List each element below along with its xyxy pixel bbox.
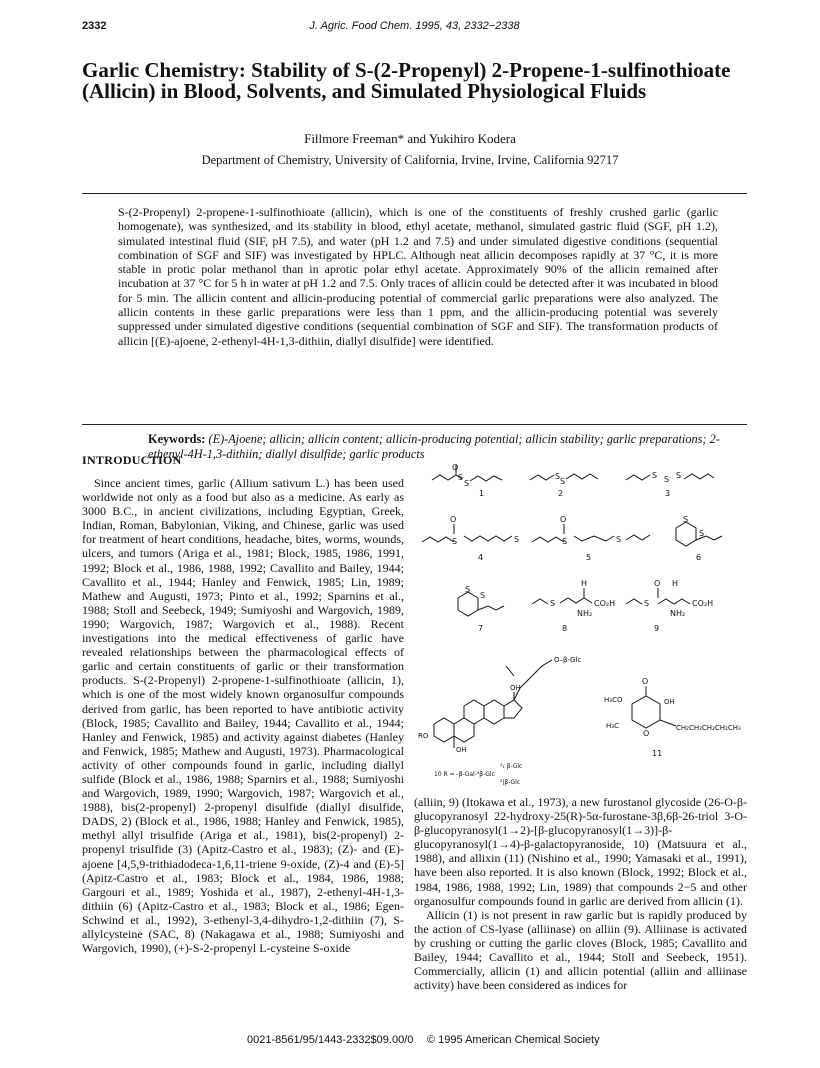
compound-label-3: 3 (665, 489, 671, 498)
structure-3-chain (684, 474, 714, 479)
atom-s-6b: S (699, 529, 705, 538)
atom-glc-2: ²|β-Glc (500, 779, 521, 786)
article-code: 0021-8561/95/1443-2332$09.00/0 (247, 1034, 414, 1046)
atom-s-4a: S (452, 537, 458, 546)
atom-s-5a: S (562, 537, 568, 546)
chemical-structures-figure (414, 456, 747, 786)
intro-paragraph-3: Allicin (1) is not present in raw garlic but is rapidly produced by the action of CS-lyase (alliinase) on alliin (9). Alliinase is activated by crushing or cutting the garlic cloves (Block, 1985; Cavallito and Bailey, 1944; Cavallito et al., 1944; Stoll and Seebeck, 1951). Commercially, allicin (1) and allicin potential (alliin and alliinase activity) have been considered as indices for (414, 907, 747, 993)
journal-citation: J. Agric. Food Chem. 1995, 43, 2332−2338 (309, 20, 520, 32)
compound-label-5: 5 (586, 553, 592, 562)
compound-label-9: 9 (654, 624, 660, 633)
structure-10-side-chain (514, 660, 552, 700)
atom-s-3a: S (652, 471, 658, 480)
atom-s-2b: S (560, 477, 566, 486)
structure-5-end (626, 535, 650, 540)
structure-5 (532, 537, 564, 542)
compound-label-8: 8 (562, 624, 568, 633)
structure-10-ring-e (504, 700, 522, 718)
atom-o-11a: O (642, 677, 649, 686)
structure-10-ring-a (434, 718, 454, 742)
section-heading-introduction: INTRODUCTION (82, 453, 182, 467)
atom-o-1: O (452, 463, 459, 472)
atom-oh-10b: OH (456, 746, 467, 754)
structure-2 (530, 475, 554, 480)
authors: Fillmore Freeman* and Yukihiro Kodera (304, 131, 516, 146)
atom-s-7b: S (480, 591, 486, 600)
atom-s-4b: S (514, 535, 520, 544)
structure-4-chain (464, 536, 512, 541)
compound-label-7: 7 (478, 624, 484, 633)
atom-glc-3: ³₁ β-Glc (500, 763, 523, 770)
structure-1-chain (470, 476, 502, 481)
structure-5-chain (574, 536, 614, 541)
compound-label-4: 4 (478, 553, 484, 562)
page-number: 2332 (82, 20, 107, 32)
atom-s-7a: S (465, 585, 471, 594)
atom-h-9: H (672, 579, 679, 588)
structure-8 (532, 599, 548, 604)
intro-paragraph-2: (alliin, 9) (Itokawa et al., 1973), a new furostanol glycoside (26-O-β-glucopyranosyl 22-hydroxy-25(R)-5α-furostane-3β,6β-26-triol 3-O-β-glucopyranosyl(1→2)-[β-glucopyranosyl(1→3)]-β-glucopyranosyl(1→4)-β-galactopyranoside, 10) (Matsuura et al., 1988), and allixin (11) (Nishino et al., 1990; Yamasaki et al., 1991), have been also reported. It is also known (Block, 1992; Block et al., 1984, 1986, 1988, 1992; Lin, 1989) that compounds 2−5 and other organosulfur compounds found in garlic are derived from allicin (1). (414, 795, 747, 908)
keywords-label: Keywords: (148, 432, 206, 446)
divider-top (82, 193, 747, 194)
structure-10-methyl (506, 666, 514, 676)
atom-s-5b: S (616, 535, 622, 544)
structure-8-chain (560, 598, 592, 603)
atom-s-2a: S (555, 472, 561, 481)
intro-left-column (82, 476, 404, 955)
compound-label-2: 2 (558, 489, 564, 498)
compound-label-1: 1 (479, 489, 485, 498)
r-definition-10: 10 R = -β-Gal-⁴β-Glc (434, 771, 495, 778)
intro-paragraph-1: Since ancient times, garlic (Allium sativum L.) has been used worldwide not only as a food but also as a medicine. As early as 3000 B.C., in ancient civilizations, including Egyptian, Greek, Indian, Roman, Babylonian, Viking, and Chinese, garlic was used for treatment of heart conditions, headache, bites, worms, wounds, ulcers, and tumors (Ariga et al., 1981; Block, 1985, 1986, 1991, 1992; Block et al., 1986, 1988, 1992; Cavallito and Bailey, 1944; Cavallito et al., 1944; Hanley and Fenwick, 1985; Lin, 1989; Mathew and Augusti, 1973; Pinto et al., 1992; Sparnins et al., 1988; Stoll and Seebeck, 1949; Sumiyoshi and Wargovich, 1989, 1990; Wargovich, 1987; Wargovich et al., 1988). Recent investigations into the medical effectiveness of garlic have revealed relationships between the pharmacological effects of garlic and certain constituents of garlic or their transformation products. S-(2-Propenyl) 2-propene-1-sulfinothioate (allicin, 1), which is one of the most widely known organosulfur compounds derived from garlic, has been reported to have antibiotic activity (Block, 1985; Cavallito and Bailey, 1944; Cavallito et al., 1944; Hanley and Fenwick, 1985) and activity against diabetes (Hanley and Fenwick, 1985; Mathew and Augusti, 1973). Pharmacological activity of other compounds found in garlic, including diallyl sulfide (Block et al., 1986, 1988; Sparnirs et al., 1988; Sumiyoshi and Wargovich, 1989, 1990; Wargovich, 1987; Wargovich et al., 1988), bis(2-propenyl) 2-propenyl disulfide (diallyl disulfide, DADS, 2) (Block et al., 1986, 1988; Hanley and Fenwick, 1985), methyl allyl trisulfide (Ariga et al., 1981), bis(2-propenyl) 2-propenyl trisulfide (3) (Apitz-Castro et al., 1983); (Z)- and (E)-ajoene [4,5,9-trithiadodeca-1,6,11-triene 9-oxide, (Z)-4 and (E)-5] (Apitz-Castro et al., 1983; Block et al., 1984, 1986, 1988; Gargouri et al., 1989; Yoshida et al., 1987), 2-ethenyl-4H-1,3-dithiin (6) (Apitz-Castro et al., 1983; Block et al., 1986; Egen-Schwind et al., 1992), 3-ethenyl-3,4-dihydro-1,2-dithiin (7), S-allylcysteine (SAC, 8) (Nakagawa et al., 1988; Sumiyoshi and Wargovich, 1990), (+)-S-2-propenyl L-cysteine S-oxide (82, 476, 404, 956)
atom-o-4: O (450, 515, 457, 524)
copyright: © 1995 American Chemical Society (427, 1034, 600, 1046)
atom-s-6a: S (683, 515, 689, 524)
atom-h-8: H (581, 579, 588, 588)
atom-s-8: S (550, 599, 556, 608)
structure-3 (626, 475, 650, 480)
atom-oh-11: OH (664, 698, 675, 706)
atom-s-1a: S (458, 473, 464, 482)
structure-2-chain (566, 474, 598, 479)
keywords-text: (E)-Ajoene; allicin; allicin content; allicin-producing potential; allicin stability; garlic preparations; 2-ethenyl-4H-1,3-dithiin; diallyl disulfide; garlic products (148, 432, 720, 461)
structure-11-chain-bond (660, 720, 676, 726)
abstract: S-(2-Propenyl) 2-propene-1-sulfinothioate (allicin), which is one of the constituents of freshly crushed garlic (garlic homogenate), was synthesized, and its stability in blood, ethyl acetate, methanol, simulated gastric fluid (SGF, pH 1.2), simulated intestinal fluid (SIF, pH 7.5), and water (pH 1.2 and 7.5) and under simulated digestive conditions (sequential combination of SGF and SIF) was investigated by HPLC. Although neat allicin decomposes rapidly at 37 °C, it is more stable in protic polar methanol than in aprotic polar ethyl acetate. Approximately 90% of the allicin remained after incubation at 37 °C for 5 h in water at pH 1.2 and 7.5. Only traces of allicin could be detected after it was incubated in blood for 5 min. The allicin content and allicin-producing potential of commercial garlic preparations were also analyzed. The allicin contents in these garlic preparations were less than 1 ppm, and the allicin-producing potential was severely suppressed under simulated digestive conditions (sequential combination of SGF and SIF). The transformation products of allicin [(E)-ajoene, 2-ethenyl-4H-1,3-dithiin, diallyl disulfide] were identified. (118, 205, 718, 348)
atom-co2h-8: CO₂H (594, 599, 616, 608)
atom-s-1b: S (464, 479, 470, 488)
divider-abstract (82, 424, 747, 425)
atom-s-3b: S (664, 475, 670, 484)
atom-o-5: O (560, 515, 567, 524)
structure-7-ring (458, 592, 478, 616)
atom-nh2-8: NH₂ (577, 609, 593, 618)
structure-7-vinyl (478, 606, 504, 610)
atom-o-11b: O (643, 729, 650, 738)
atom-oh-10a: OH (510, 684, 521, 692)
intro-right-column (414, 795, 747, 992)
atom-o-9: O (654, 579, 661, 588)
compound-label-6: 6 (696, 553, 702, 562)
structure-10-ring-b (454, 718, 474, 742)
structure-9-chain (658, 599, 690, 604)
atom-s-3c: S (676, 471, 682, 480)
structure-10-ring-c (464, 700, 484, 724)
atom-nh2-9: NH₂ (670, 609, 686, 618)
running-header (82, 20, 747, 36)
structure-9 (626, 599, 642, 604)
affiliation: Department of Chemistry, University of California, Irvine, Irvine, California 92717 (201, 153, 619, 167)
compound-label-11: 11 (652, 749, 663, 758)
atom-h3co-11: H₃CO (604, 696, 623, 704)
atom-co2h-9: CO₂H (692, 599, 714, 608)
article-title: Garlic Chemistry: Stability of S-(2-Propenyl) 2-Propene-1-sulfinothioate (Allicin) in Blood, Solvents, and Simulated Physiological Fluids (82, 58, 731, 103)
atom-chain-11: CH₂CH₂CH₂CH₂CH₃ (676, 724, 741, 732)
atom-ro-10: RO (418, 732, 429, 740)
structure-6-ring (676, 522, 696, 546)
atom-h3c-11: H₃C (606, 722, 619, 730)
structure-4 (422, 537, 454, 542)
atom-glc-top: O–β-Glc (554, 656, 582, 664)
structure-11-ring (632, 696, 660, 728)
structure-10-ring-d (484, 700, 504, 724)
atom-s-9: S (644, 599, 650, 608)
